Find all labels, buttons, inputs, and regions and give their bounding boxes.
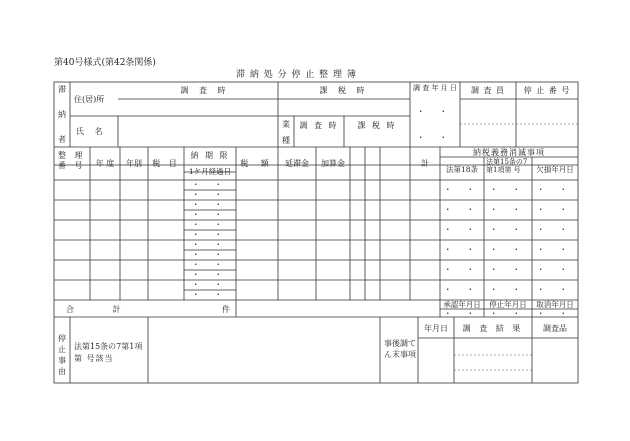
- delinquent-label-3: 者: [58, 135, 66, 144]
- col-month-elapsed: 1ケ月経過日: [188, 167, 232, 176]
- law-clause-number-label: 第 号該当: [74, 354, 114, 363]
- survey-result-label: 調 査 結 果: [462, 324, 524, 333]
- row2-loss-dots: ・ ・: [536, 205, 574, 214]
- row4-law15-dots: ・ ・: [489, 245, 527, 254]
- stop-date-dots: ・ ・: [489, 309, 527, 318]
- row2-law18-dots: ・ ・: [443, 205, 481, 214]
- taxation-time-label-2: 課 税 時: [357, 121, 397, 130]
- col-zeigaku: 税 額: [240, 159, 274, 168]
- row3-law18-dots: ・ ・: [443, 225, 481, 234]
- approval-date-dots: ・ ・: [443, 309, 481, 318]
- post-matters-label: 事後調てん末事項: [384, 339, 416, 359]
- row5-nouki-dots: ・ ・: [191, 260, 229, 269]
- row2-elapsed-dots: ・ ・: [191, 210, 229, 219]
- row1-law15-dots: ・ ・: [489, 185, 527, 194]
- col-loss-date: 欠損年月日: [536, 165, 574, 174]
- row5-law15-dots: ・ ・: [489, 265, 527, 274]
- total-label: 合 計: [66, 305, 139, 314]
- page-title: 滞 納 処 分 停 止 整 理 簿: [236, 70, 357, 80]
- row2-law15-dots: ・ ・: [489, 205, 527, 214]
- row5-elapsed-dots: ・ ・: [191, 270, 229, 279]
- row6-elapsed-dots: ・ ・: [191, 290, 229, 299]
- business-type-label: 種: [282, 136, 290, 145]
- col-law18: 法第18条: [445, 165, 479, 174]
- col-law15: 法第15条の7第1項第 号: [486, 158, 528, 174]
- col-extinction-matters: 納税義務消滅事項: [473, 148, 545, 157]
- row6-law18-dots: ・ ・: [443, 285, 481, 294]
- cancel-date-label: 取消年月日: [536, 300, 574, 309]
- row3-elapsed-dots: ・ ・: [191, 230, 229, 239]
- col-nenbetsu: 年別: [126, 159, 142, 168]
- col-kei: 計: [421, 159, 429, 168]
- investigation-time-label: 調 査 時: [180, 86, 230, 95]
- stop-number-label: 停 止 番 号: [523, 86, 571, 95]
- cancel-date-dots: ・ ・: [536, 309, 574, 318]
- col-nendo: 年 度: [95, 159, 115, 168]
- col-seiri-number: 整 理 番 号: [58, 151, 86, 170]
- col-nouki: 納 期 限: [190, 151, 230, 160]
- address-label: 住(居)所: [74, 95, 105, 104]
- bottom-date-label: 年月日: [424, 324, 448, 333]
- row5-loss-dots: ・ ・: [536, 265, 574, 274]
- row6-loss-dots: ・ ・: [536, 285, 574, 294]
- survey-item-label: 調査品: [543, 324, 567, 333]
- total-unit: 件: [222, 305, 230, 314]
- name-label: 氏 名: [76, 127, 107, 136]
- law-clause-label: 法第15条の7第1項: [74, 342, 143, 351]
- stop-reason-label: 停止事由: [58, 334, 66, 376]
- row1-nouki-dots: ・ ・: [191, 180, 229, 189]
- form-number: 第40号様式(第42条関係): [54, 58, 156, 68]
- investigation-time-label-2: 調 査 時: [299, 121, 339, 130]
- row3-law15-dots: ・ ・: [489, 225, 527, 234]
- row4-loss-dots: ・ ・: [536, 245, 574, 254]
- row1-elapsed-dots: ・ ・: [191, 190, 229, 199]
- survey-date-dots-1: ・ ・: [416, 107, 454, 116]
- survey-date-dots-2: ・ ・: [416, 133, 454, 142]
- col-zeimoku: 税 目: [152, 159, 180, 168]
- col-entaikin: 延滞金: [285, 159, 309, 168]
- col-kasankin: 加算金: [321, 159, 345, 168]
- row1-law18-dots: ・ ・: [443, 185, 481, 194]
- delinquent-label-2: 納: [58, 110, 66, 119]
- investigator-label: 調 査 員: [470, 86, 506, 95]
- taxation-time-label: 課 税 時: [319, 86, 369, 95]
- row2-nouki-dots: ・ ・: [191, 200, 229, 209]
- row4-law18-dots: ・ ・: [443, 245, 481, 254]
- row6-law15-dots: ・ ・: [489, 285, 527, 294]
- row4-nouki-dots: ・ ・: [191, 240, 229, 249]
- business-label: 業: [282, 120, 290, 129]
- row3-nouki-dots: ・ ・: [191, 220, 229, 229]
- row6-nouki-dots: ・ ・: [191, 280, 229, 289]
- survey-date-label: 調 査 年 月 日: [413, 84, 457, 92]
- row3-loss-dots: ・ ・: [536, 225, 574, 234]
- delinquent-label-1: 滞: [58, 85, 66, 94]
- row1-loss-dots: ・ ・: [536, 185, 574, 194]
- approval-date-label: 承認年月日: [443, 300, 481, 309]
- row5-law18-dots: ・ ・: [443, 265, 481, 274]
- row4-elapsed-dots: ・ ・: [191, 250, 229, 259]
- stop-date-label: 停止年月日: [489, 300, 527, 309]
